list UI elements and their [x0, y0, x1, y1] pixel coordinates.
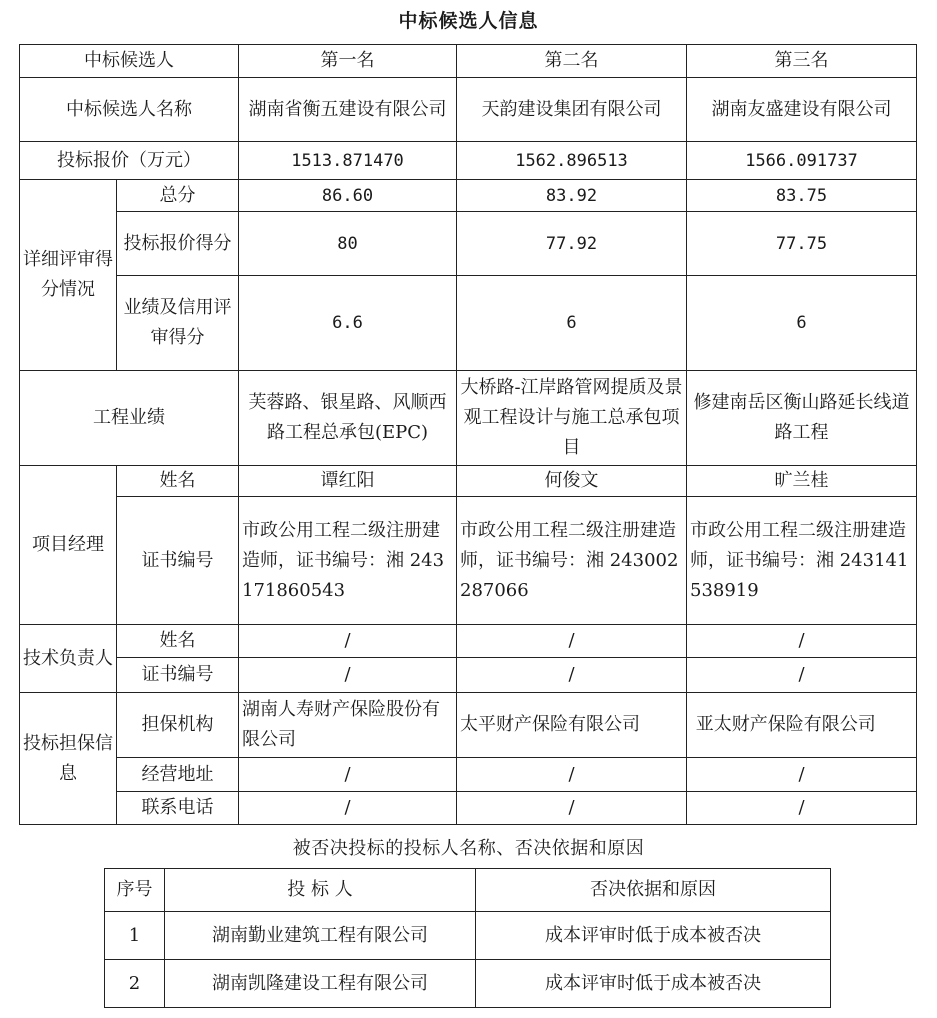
tech-group-label: 技术负责人 — [20, 625, 117, 693]
candidate-name-1: 湖南省衡五建设有限公司 — [239, 78, 457, 142]
rejected-reason: 成本评审时低于成本被否决 — [476, 960, 831, 1008]
candidate-name-2: 天韵建设集团有限公司 — [457, 78, 687, 142]
header-rank-2: 第二名 — [457, 45, 687, 78]
rejected-no: 2 — [105, 960, 165, 1008]
rejected-header-reason: 否决依据和原因 — [476, 869, 831, 912]
candidate-name-3: 湖南友盛建设有限公司 — [687, 78, 917, 142]
price-label: 投标报价（万元） — [20, 142, 239, 180]
pm-name-1: 谭红阳 — [239, 466, 457, 497]
price-3: 1566.091737 — [687, 142, 917, 180]
rejected-no: 1 — [105, 912, 165, 960]
score-price-row — [20, 212, 917, 276]
guarantee-addr-row — [20, 758, 917, 792]
guarantee-addr-1: / — [239, 758, 457, 792]
pm-name-label: 姓名 — [117, 466, 239, 497]
header-rank-1: 第一名 — [239, 45, 457, 78]
tech-cert-2: / — [457, 658, 687, 693]
guarantee-phone-label: 联系电话 — [117, 792, 239, 825]
pm-name-3: 旷兰桂 — [687, 466, 917, 497]
score-price-2: 77.92 — [457, 212, 687, 276]
tech-name-label: 姓名 — [117, 625, 239, 658]
score-total-1: 86.60 — [239, 180, 457, 212]
rejected-reason: 成本评审时低于成本被否决 — [476, 912, 831, 960]
table-row — [105, 960, 831, 1008]
score-price-3: 77.75 — [687, 212, 917, 276]
header-rank-3: 第三名 — [687, 45, 917, 78]
page-title: 中标候选人信息 — [398, 10, 539, 32]
rejected-header-row — [105, 869, 831, 912]
score-price-1: 80 — [239, 212, 457, 276]
price-2: 1562.896513 — [457, 142, 687, 180]
score-total-row — [20, 180, 917, 212]
guarantee-addr-3: / — [687, 758, 917, 792]
pm-cert-row — [20, 497, 917, 625]
guarantee-addr-label: 经营地址 — [117, 758, 239, 792]
score-group-label: 详细评审得分情况 — [20, 180, 117, 371]
tech-cert-1: / — [239, 658, 457, 693]
performance-2: 大桥路-江岸路管网提质及景观工程设计与施工总承包项目 — [457, 371, 687, 466]
rejected-table — [104, 868, 831, 1008]
guarantee-phone-3: / — [687, 792, 917, 825]
guarantee-phone-2: / — [457, 792, 687, 825]
names-row — [20, 78, 917, 142]
performance-1: 芙蓉路、银星路、风顺西路工程总承包(EPC) — [239, 371, 457, 466]
score-price-label: 投标报价得分 — [117, 212, 239, 276]
guarantee-phone-1: / — [239, 792, 457, 825]
pm-name-row — [20, 466, 917, 497]
rejected-title: 被否决投标的投标人名称、否决依据和原因 — [292, 838, 645, 859]
guarantee-org-row — [20, 693, 917, 758]
pm-cert-label: 证书编号 — [117, 497, 239, 625]
price-row — [20, 142, 917, 180]
guarantee-org-2: 太平财产保险有限公司 — [457, 693, 687, 758]
score-credit-label: 业绩及信用评审得分 — [117, 276, 239, 371]
pm-group-label: 项目经理 — [20, 466, 117, 625]
guarantee-group-label: 投标担保信息 — [20, 693, 117, 825]
performance-label: 工程业绩 — [20, 371, 239, 466]
guarantee-addr-2: / — [457, 758, 687, 792]
table-row — [105, 912, 831, 960]
score-credit-3: 6 — [687, 276, 917, 371]
rejected-header-no: 序号 — [105, 869, 165, 912]
tech-cert-3: / — [687, 658, 917, 693]
price-1: 1513.871470 — [239, 142, 457, 180]
guarantee-org-label: 担保机构 — [117, 693, 239, 758]
performance-3: 修建南岳区衡山路延长线道路工程 — [687, 371, 917, 466]
rejected-header-bidder: 投 标 人 — [165, 869, 476, 912]
header-row — [20, 45, 917, 78]
header-candidate: 中标候选人 — [20, 45, 239, 78]
score-total-label: 总分 — [117, 180, 239, 212]
tech-cert-label: 证书编号 — [117, 658, 239, 693]
tech-name-3: / — [687, 625, 917, 658]
pm-name-2: 何俊文 — [457, 466, 687, 497]
names-label: 中标候选人名称 — [20, 78, 239, 142]
pm-cert-2: 市政公用工程二级注册建造师，证书编号：湘 243002287066 — [457, 497, 687, 625]
performance-row — [20, 371, 917, 466]
tech-cert-row — [20, 658, 917, 693]
score-total-3: 83.75 — [687, 180, 917, 212]
score-credit-1: 6.6 — [239, 276, 457, 371]
tech-name-1: / — [239, 625, 457, 658]
rejected-bidder: 湖南勤业建筑工程有限公司 — [165, 912, 476, 960]
tech-name-row — [20, 625, 917, 658]
pm-cert-3: 市政公用工程二级注册建造师，证书编号：湘 243141538919 — [687, 497, 917, 625]
score-total-2: 83.92 — [457, 180, 687, 212]
rejected-bidder: 湖南凯隆建设工程有限公司 — [165, 960, 476, 1008]
guarantee-org-1: 湖南人寿财产保险股份有限公司 — [239, 693, 457, 758]
candidate-table — [19, 44, 917, 825]
pm-cert-1: 市政公用工程二级注册建造师，证书编号：湘 243171860543 — [239, 497, 457, 625]
score-credit-2: 6 — [457, 276, 687, 371]
guarantee-phone-row — [20, 792, 917, 825]
score-credit-row — [20, 276, 917, 371]
guarantee-org-3: 亚太财产保险有限公司 — [687, 693, 917, 758]
tech-name-2: / — [457, 625, 687, 658]
